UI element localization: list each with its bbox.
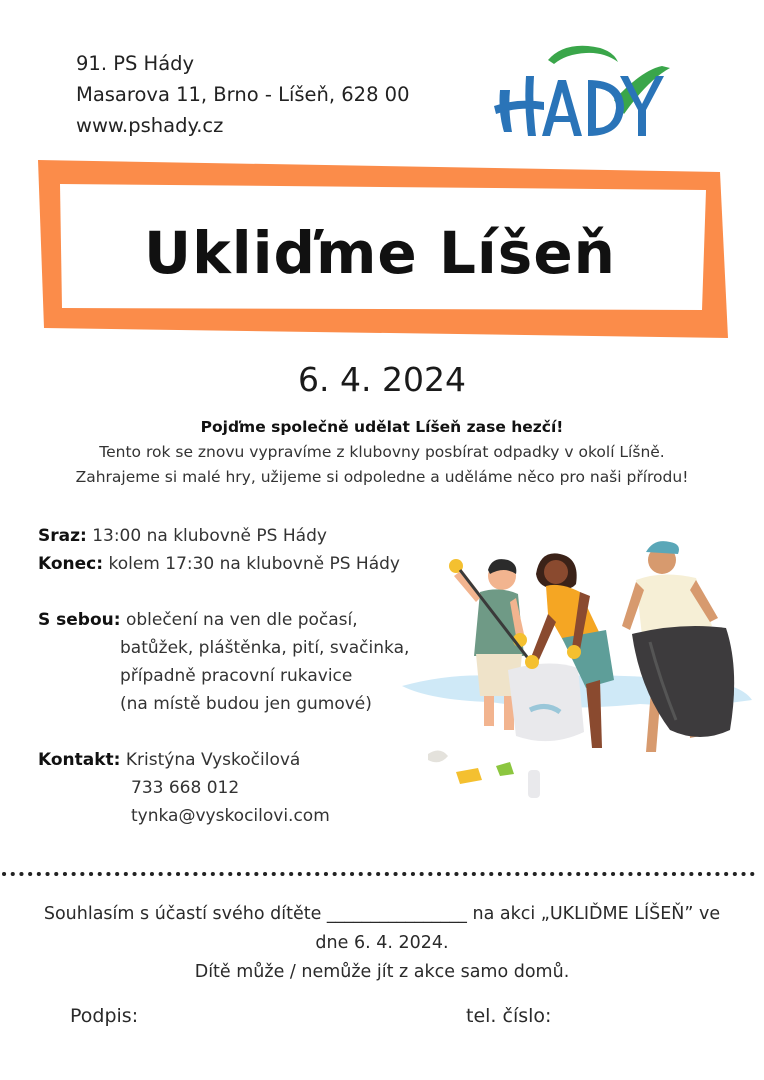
sebou-line-4: (na místě budou jen gumové) xyxy=(120,694,372,714)
sraz-value: 13:00 na klubovně PS Hády xyxy=(86,526,327,546)
hady-logo xyxy=(492,40,676,144)
org-name: 91. PS Hády xyxy=(76,52,195,75)
cleanup-illustration xyxy=(400,530,756,820)
kontakt-phone: 733 668 012 xyxy=(131,778,240,798)
org-address: Masarova 11, Brno - Líšeň, 628 00 xyxy=(76,83,410,106)
equipment-info xyxy=(38,606,409,718)
org-website: www.pshady.cz xyxy=(76,114,224,137)
intro-line-1: Tento rok se znovu vypravíme z klubovny posbírat odpadky v okolí Líšně. xyxy=(99,443,665,461)
event-date: 6. 4. 2024 xyxy=(298,360,466,399)
consent-line-1: Souhlasím s účastí svého dítěte ________________ na akci „UKLIĎME LÍŠEŇ” ve xyxy=(43,904,721,924)
signature-label: Podpis: xyxy=(70,1005,139,1027)
intro-text xyxy=(0,415,764,490)
sebou-line-3: případně pracovní rukavice xyxy=(120,666,353,686)
sebou-line-1: oblečení na ven dle počasí, xyxy=(120,610,358,630)
konec-value: kolem 17:30 na klubovně PS Hády xyxy=(103,554,400,574)
konec-label: Konec: xyxy=(38,554,104,574)
page-title: Ukliďme Líšeň xyxy=(144,219,616,287)
kontakt-name: Kristýna Vyskočilová xyxy=(120,750,301,770)
intro-line-2: Zahrajeme si malé hry, užijeme si odpoledne a uděláme něco pro naši přírodu! xyxy=(75,468,689,486)
sraz-label: Sraz: xyxy=(38,526,87,546)
phone-label: tel. číslo: xyxy=(466,1005,552,1027)
contact-info xyxy=(38,746,330,830)
organization-info xyxy=(76,48,410,141)
kontakt-email: tynka@vyskocilovi.com xyxy=(131,806,330,826)
consent-slip xyxy=(0,900,764,987)
intro-lead: Pojďme společně udělat Líšeň zase hezčí! xyxy=(200,418,564,436)
sebou-label: S sebou: xyxy=(38,610,121,630)
consent-line-2: dne 6. 4. 2024. xyxy=(315,933,449,953)
sebou-line-2: batůžek, pláštěnka, pití, svačinka, xyxy=(120,638,410,658)
meeting-info xyxy=(38,522,400,578)
cut-line xyxy=(0,870,764,878)
consent-line-3: Dítě může / nemůže jít z akce samo domů. xyxy=(194,962,570,982)
kontakt-label: Kontakt: xyxy=(38,750,121,770)
